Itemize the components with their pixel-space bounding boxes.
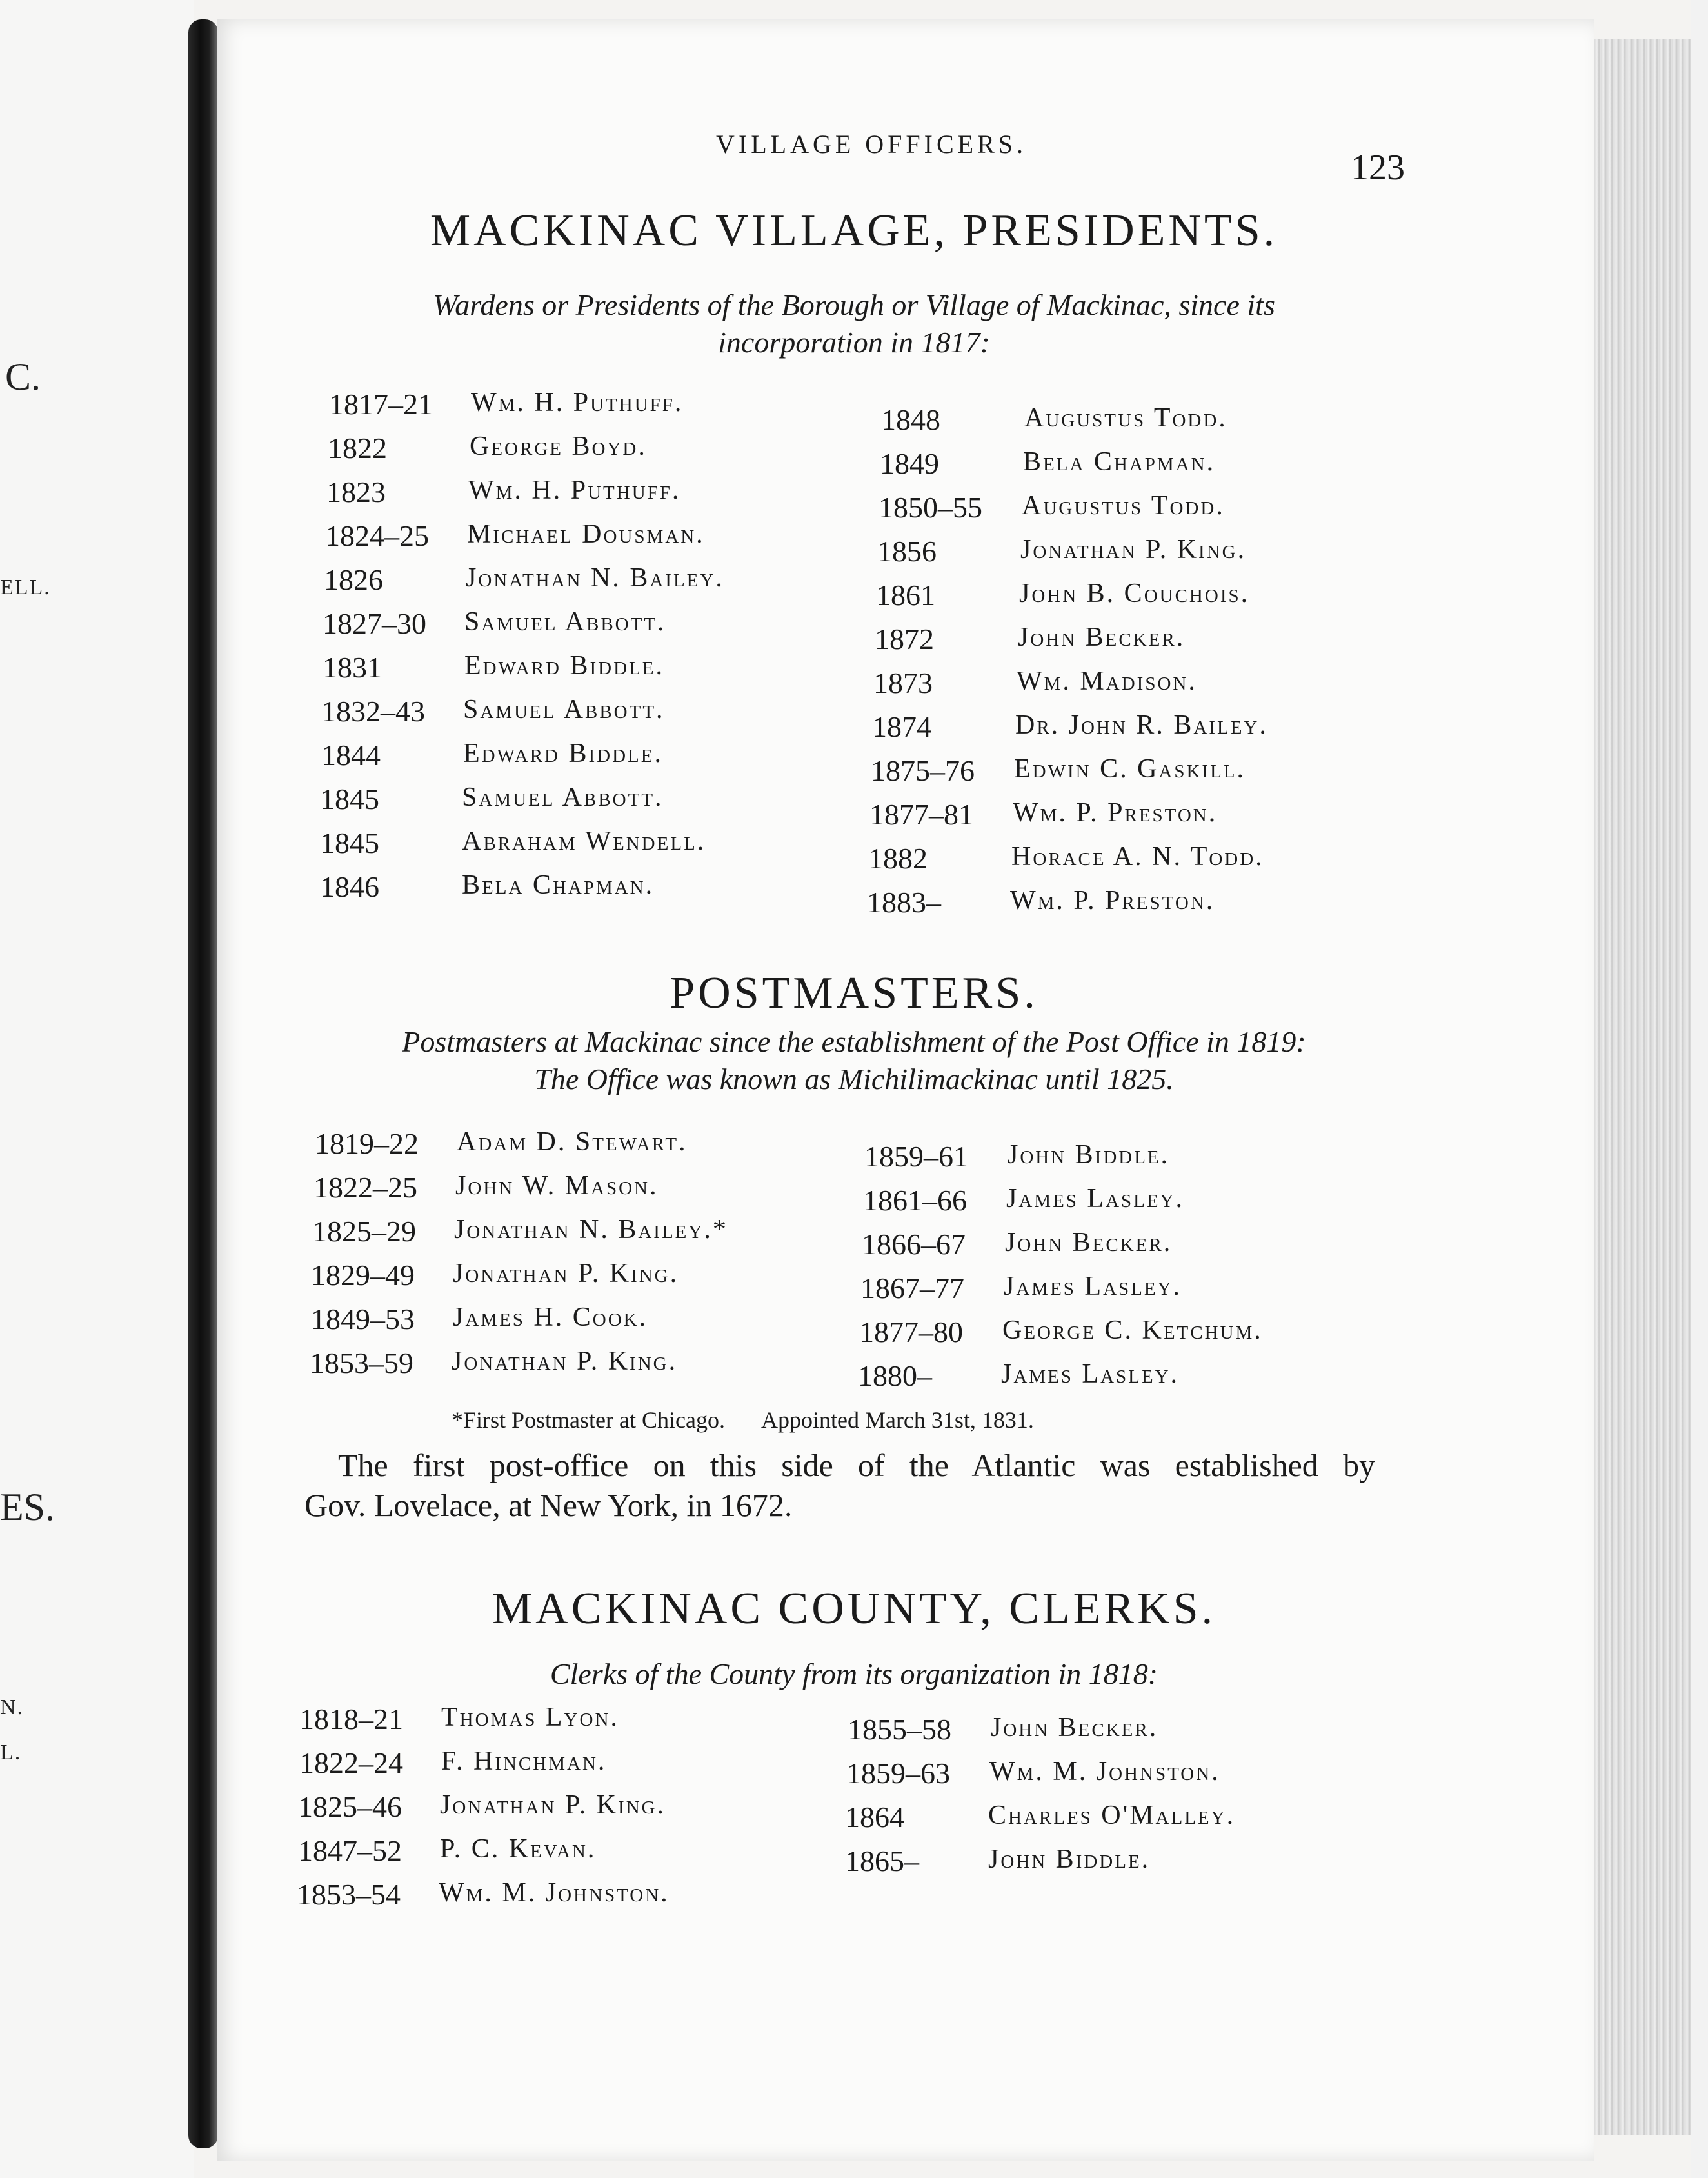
entry-name: Wm. M. Johnston. xyxy=(989,1757,1220,1786)
entry-name: John Biddle. xyxy=(1008,1140,1170,1170)
entry-years: 1822 xyxy=(328,432,387,465)
entry-years: 1874 xyxy=(872,710,931,743)
entry-years: 1846 xyxy=(320,870,379,903)
entry-years: 1877–81 xyxy=(869,798,973,831)
entry-name: Augustus Todd. xyxy=(1022,491,1225,521)
entry-name: John B. Couchois. xyxy=(1019,579,1250,608)
entry-name: Samuel Abbott. xyxy=(462,783,664,812)
entry-name: Wm. M. Johnston. xyxy=(439,1878,670,1908)
entry-name: George Boyd. xyxy=(470,432,647,461)
entry-name: Dr. John R. Bailey. xyxy=(1015,710,1268,740)
clerks-intro xyxy=(0,1655,1708,1693)
entry-name: Horace A. N. Todd. xyxy=(1011,842,1264,872)
entry-name: George C. Ketchum. xyxy=(1002,1315,1263,1345)
entry-name: John Becker. xyxy=(1005,1228,1173,1257)
entry-years: 1824–25 xyxy=(325,519,429,552)
entry-name: Thomas Lyon. xyxy=(441,1703,619,1732)
entry-years: 1818–21 xyxy=(299,1703,403,1735)
entry-name: Jonathan N. Bailey.* xyxy=(454,1215,728,1244)
footnote-right: Appointed March 31st, 1831. xyxy=(760,1407,1034,1433)
entry-name: Adam D. Stewart. xyxy=(457,1127,688,1157)
postmasters-intro-line: The Office was known as Michilimackinac until 1825. xyxy=(534,1063,1174,1095)
entry-years: 1848 xyxy=(881,403,940,436)
postmasters-intro xyxy=(0,1023,1708,1098)
entry-years: 1861 xyxy=(876,579,935,612)
entry-name: James Lasley. xyxy=(1001,1359,1180,1389)
entry-name: Jonathan P. King. xyxy=(452,1346,678,1376)
entry-years: 1826 xyxy=(324,563,383,596)
entry-name: Abraham Wendell. xyxy=(462,826,706,856)
entry-name: Wm. P. Preston. xyxy=(1013,798,1218,828)
entry-years: 1822–25 xyxy=(313,1171,417,1204)
entry-years: 1832–43 xyxy=(321,695,425,728)
clerks-intro-line: Clerks of the County from its organization in 1818: xyxy=(550,1657,1158,1690)
entry-name: Wm. H. Puthuff. xyxy=(468,475,681,505)
entry-years: 1845 xyxy=(320,783,379,815)
entry-years: 1844 xyxy=(321,739,381,772)
entry-years: 1861–66 xyxy=(863,1184,967,1217)
entry-years: 1877–80 xyxy=(859,1315,963,1348)
entry-years: 1823 xyxy=(326,475,386,508)
left-page-fragment: ES. xyxy=(0,1486,55,1528)
postmasters-intro-line: Postmasters at Mackinac since the establishment of the Post Office in 1819: xyxy=(402,1025,1306,1058)
entry-years: 1883– xyxy=(867,886,941,919)
entry-years: 1849 xyxy=(880,447,939,480)
running-head: VILLAGE OFFICERS. xyxy=(716,130,1028,159)
entry-years: 1822–24 xyxy=(299,1746,403,1779)
entry-years: 1850–55 xyxy=(879,491,982,524)
entry-years: 1867–77 xyxy=(860,1272,964,1304)
entry-name: Bela Chapman. xyxy=(462,870,655,900)
entry-name: Michael Dousman. xyxy=(467,519,705,549)
entry-years: 1819–22 xyxy=(315,1127,419,1160)
entry-name: Samuel Abbott. xyxy=(463,695,665,724)
entry-years: 1831 xyxy=(323,651,382,684)
entry-years: 1825–46 xyxy=(298,1790,402,1823)
entry-name: James Lasley. xyxy=(1006,1184,1185,1214)
entry-name: John Biddle. xyxy=(988,1844,1151,1874)
entry-name: F. Hinchman. xyxy=(441,1746,607,1776)
entry-years: 1825–29 xyxy=(312,1215,416,1248)
left-page-fragment: L. xyxy=(0,1741,22,1764)
post-office-paragraph xyxy=(304,1445,1375,1525)
entry-name: Bela Chapman. xyxy=(1023,447,1216,477)
entry-name: Charles O'Malley. xyxy=(988,1801,1236,1830)
entry-years: 1817–21 xyxy=(329,388,433,421)
entry-name: John W. Mason. xyxy=(455,1171,659,1201)
presidents-intro-line: Wardens or Presidents of the Borough or Village of Mackinac, since its xyxy=(433,288,1275,321)
entry-years: 1882 xyxy=(868,842,928,875)
entry-name: Jonathan P. King. xyxy=(1020,535,1247,564)
paragraph-line: The first post-office on this side of the Atlantic was established by xyxy=(338,1447,1375,1483)
entry-name: James Lasley. xyxy=(1004,1272,1182,1301)
entry-years: 1880– xyxy=(858,1359,932,1392)
entry-name: Wm. Madison. xyxy=(1017,666,1197,696)
left-page-fragment: ELL. xyxy=(0,575,51,599)
entry-years: 1865– xyxy=(845,1844,919,1877)
entry-years: 1864 xyxy=(845,1801,904,1833)
postmasters-title: POSTMASTERS. xyxy=(670,968,1038,1018)
entry-name: John Becker. xyxy=(1018,623,1186,652)
presidents-intro xyxy=(0,286,1708,361)
entry-name: Wm. H. Puthuff. xyxy=(471,388,684,417)
entry-years: 1866–67 xyxy=(862,1228,966,1261)
page-number: 123 xyxy=(1351,148,1405,188)
entry-name: Edwin C. Gaskill. xyxy=(1014,754,1246,784)
left-page-fragment: C. xyxy=(5,355,41,398)
entry-name: Samuel Abbott. xyxy=(464,607,666,637)
entry-name: James H. Cook. xyxy=(453,1303,648,1332)
entry-years: 1853–54 xyxy=(297,1878,401,1911)
entry-years: 1853–59 xyxy=(310,1346,413,1379)
left-page-fragment: N. xyxy=(0,1695,25,1719)
entry-name: Wm. P. Preston. xyxy=(1010,886,1215,915)
paragraph-line: Gov. Lovelace, at New York, in 1672. xyxy=(304,1487,793,1523)
entry-name: John Becker. xyxy=(991,1713,1158,1743)
entry-name: Edward Biddle. xyxy=(464,651,664,681)
entry-years: 1856 xyxy=(877,535,937,568)
presidents-title: MACKINAC VILLAGE, PRESIDENTS. xyxy=(430,206,1278,255)
entry-years: 1847–52 xyxy=(298,1834,402,1867)
entry-name: P. C. Kevan. xyxy=(440,1834,597,1864)
entry-years: 1849–53 xyxy=(311,1303,415,1335)
entry-years: 1875–76 xyxy=(871,754,975,787)
presidents-intro-line: incorporation in 1817: xyxy=(718,326,990,359)
entry-name: Jonathan N. Bailey. xyxy=(466,563,724,593)
entry-years: 1873 xyxy=(873,666,933,699)
entry-years: 1872 xyxy=(875,623,934,655)
footnote-left: *First Postmaster at Chicago. xyxy=(452,1407,725,1433)
entry-name: Edward Biddle. xyxy=(463,739,663,768)
footnote xyxy=(452,1406,1070,1434)
entry-years: 1855–58 xyxy=(848,1713,951,1746)
entry-years: 1859–61 xyxy=(864,1140,968,1173)
entry-years: 1859–63 xyxy=(846,1757,950,1790)
clerks-title: MACKINAC COUNTY, CLERKS. xyxy=(492,1584,1216,1634)
entry-years: 1845 xyxy=(320,826,379,859)
entry-name: Jonathan P. King. xyxy=(453,1259,679,1288)
entry-years: 1827–30 xyxy=(323,607,426,640)
entry-name: Augustus Todd. xyxy=(1024,403,1227,433)
entry-name: Jonathan P. King. xyxy=(440,1790,666,1820)
entry-years: 1829–49 xyxy=(311,1259,415,1292)
